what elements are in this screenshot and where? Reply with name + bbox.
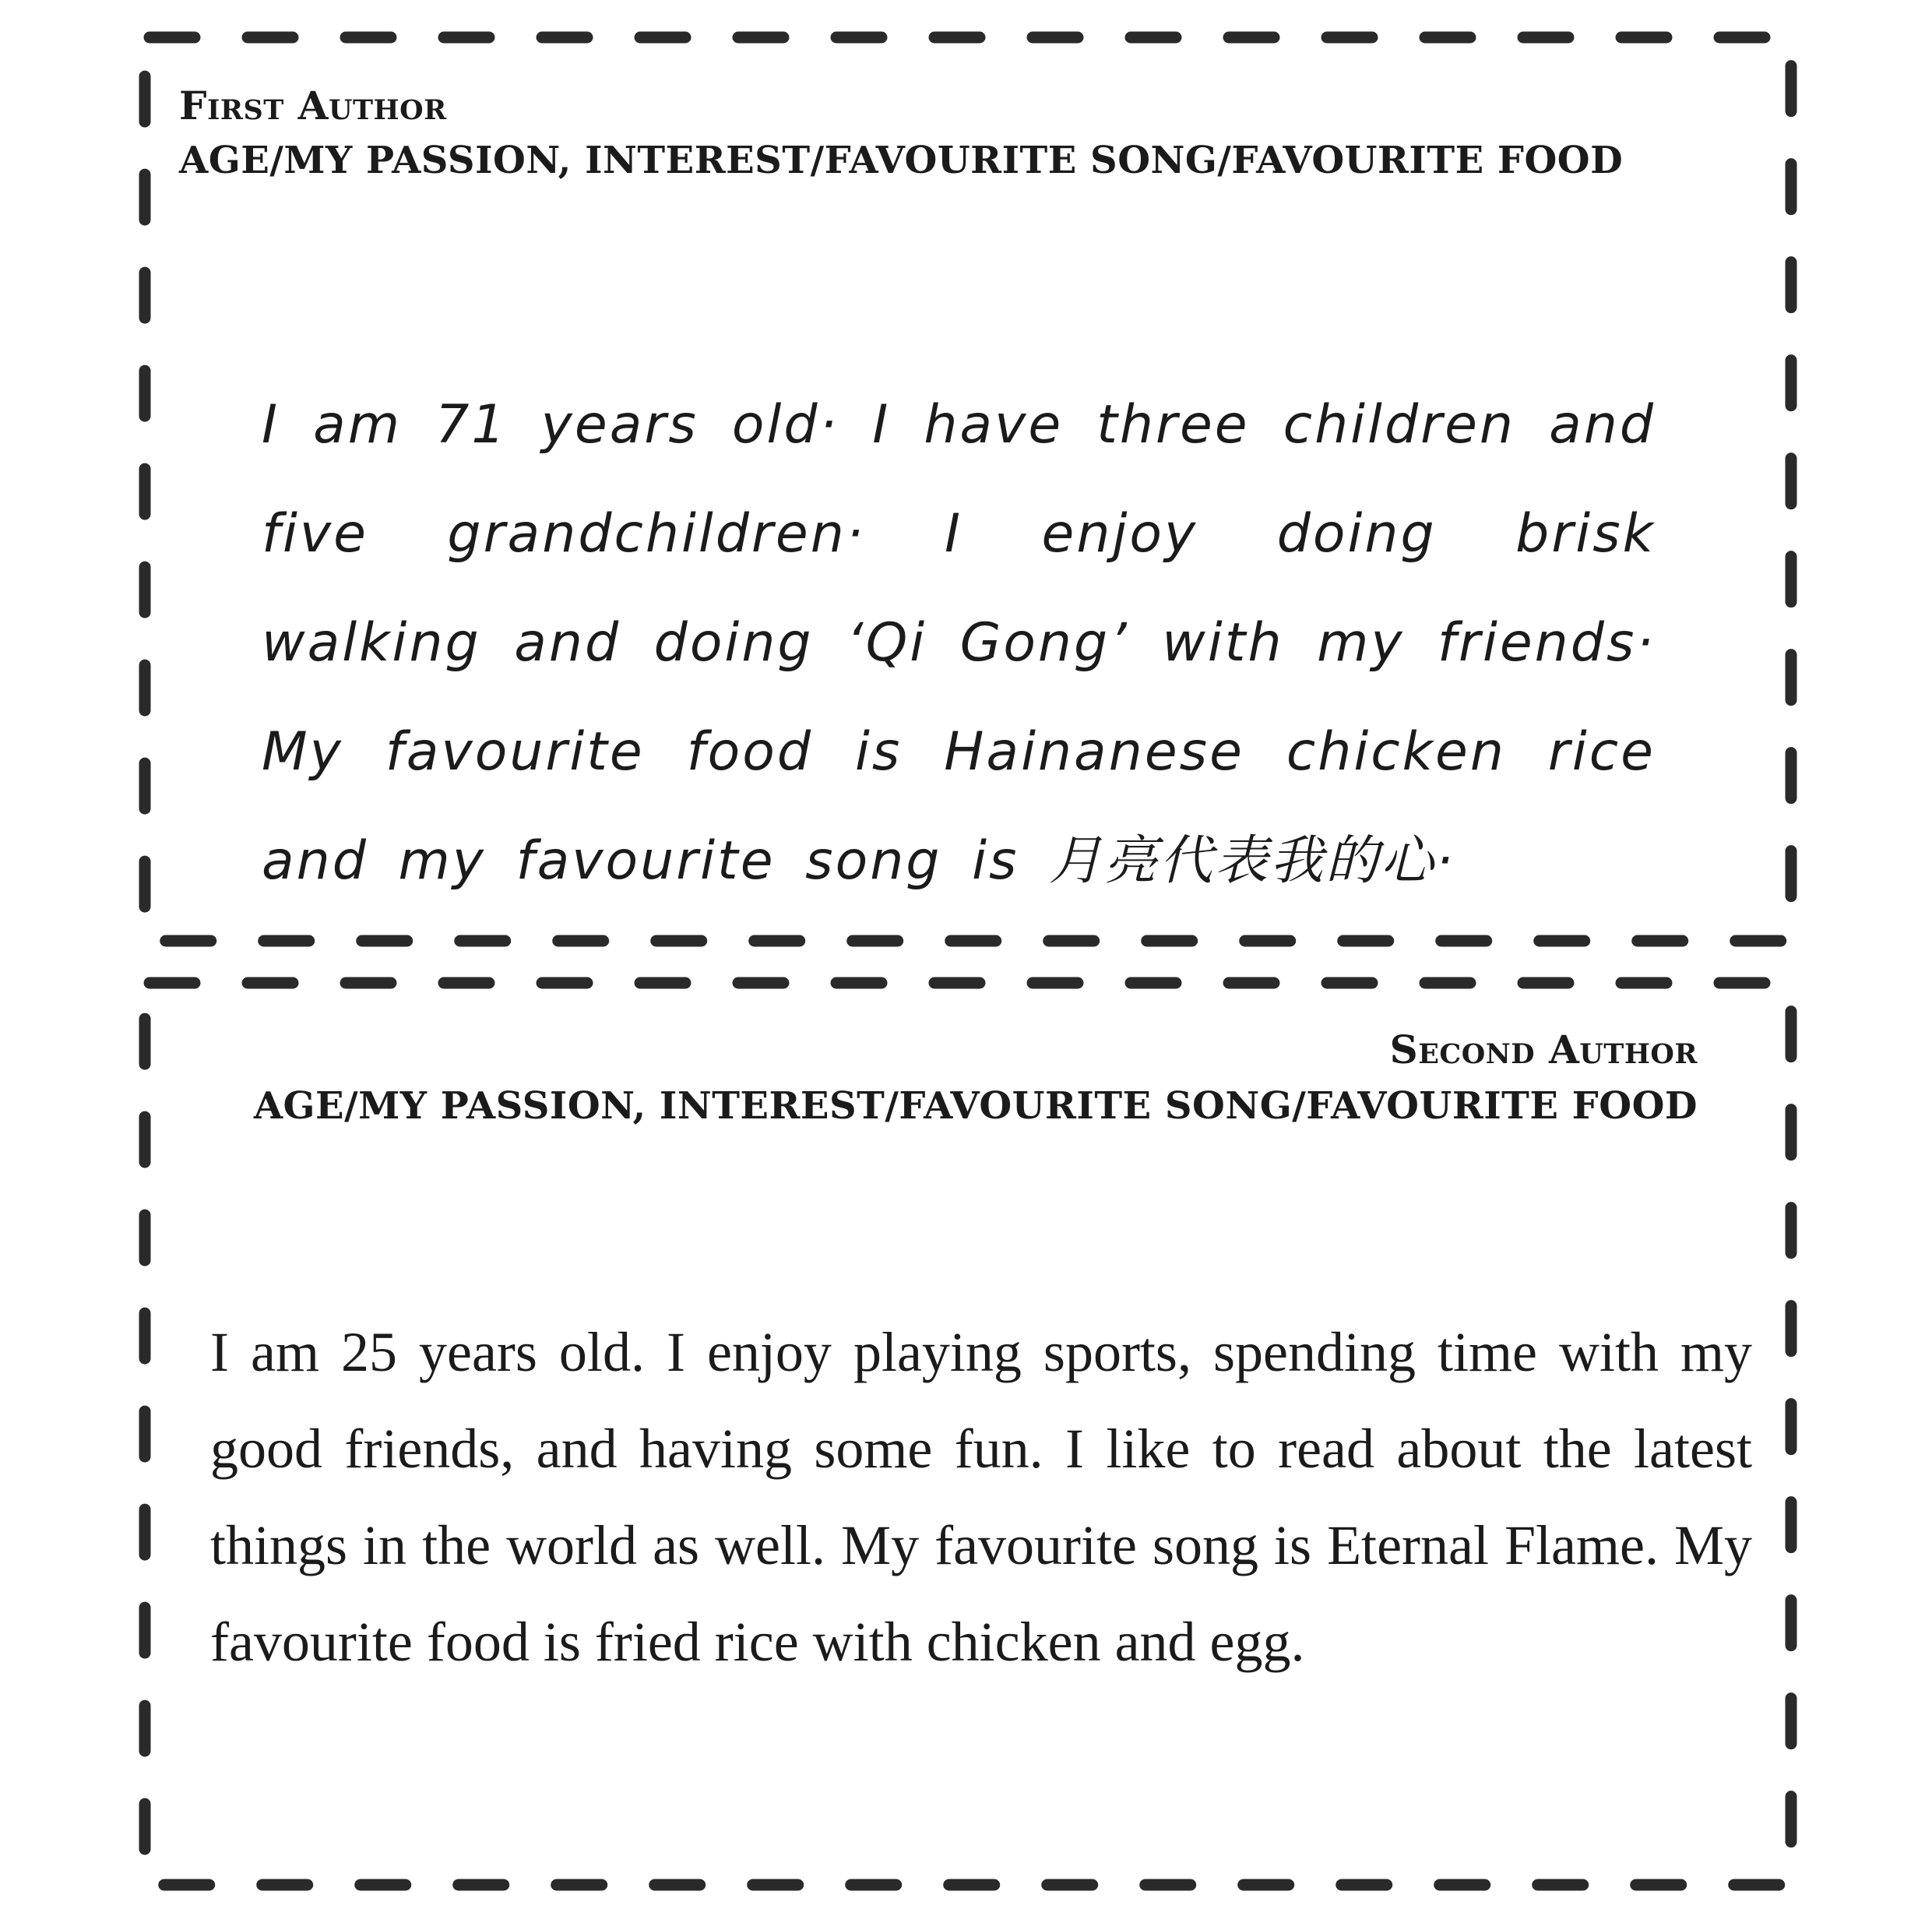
second-author-card — [145, 983, 1791, 1885]
second-author-prompt: AGE/MY PASSION, INTEREST/FAVOURITE SONG/FAVOURITE FOOD — [253, 1084, 1698, 1128]
first-author-label: First Author — [179, 83, 447, 129]
second-author-label: Second Author — [1389, 1027, 1698, 1072]
first-author-prompt: AGE/MY PASSION, INTEREST/FAVOURITE SONG/FAVOURITE FOOD — [179, 139, 1624, 182]
second-author-text: I am 25 years old. I enjoy playing sports, spending time with my good friends, and having some fun. I like to read about the latest things in the world as well. My favourite song is Eternal Flame. My favourite food is fried rice with chicken and egg. — [210, 1321, 1752, 1673]
first-author-text: I am 71 years old· I have three children and five grandchildren· I enjoy doing brisk walking and doing ‘Qi Gong’ with my friends· My favourite food is Hainanese chicken rice and my favourite song is 月亮代表我的心· — [262, 394, 1656, 892]
first-author-card — [145, 37, 1791, 941]
